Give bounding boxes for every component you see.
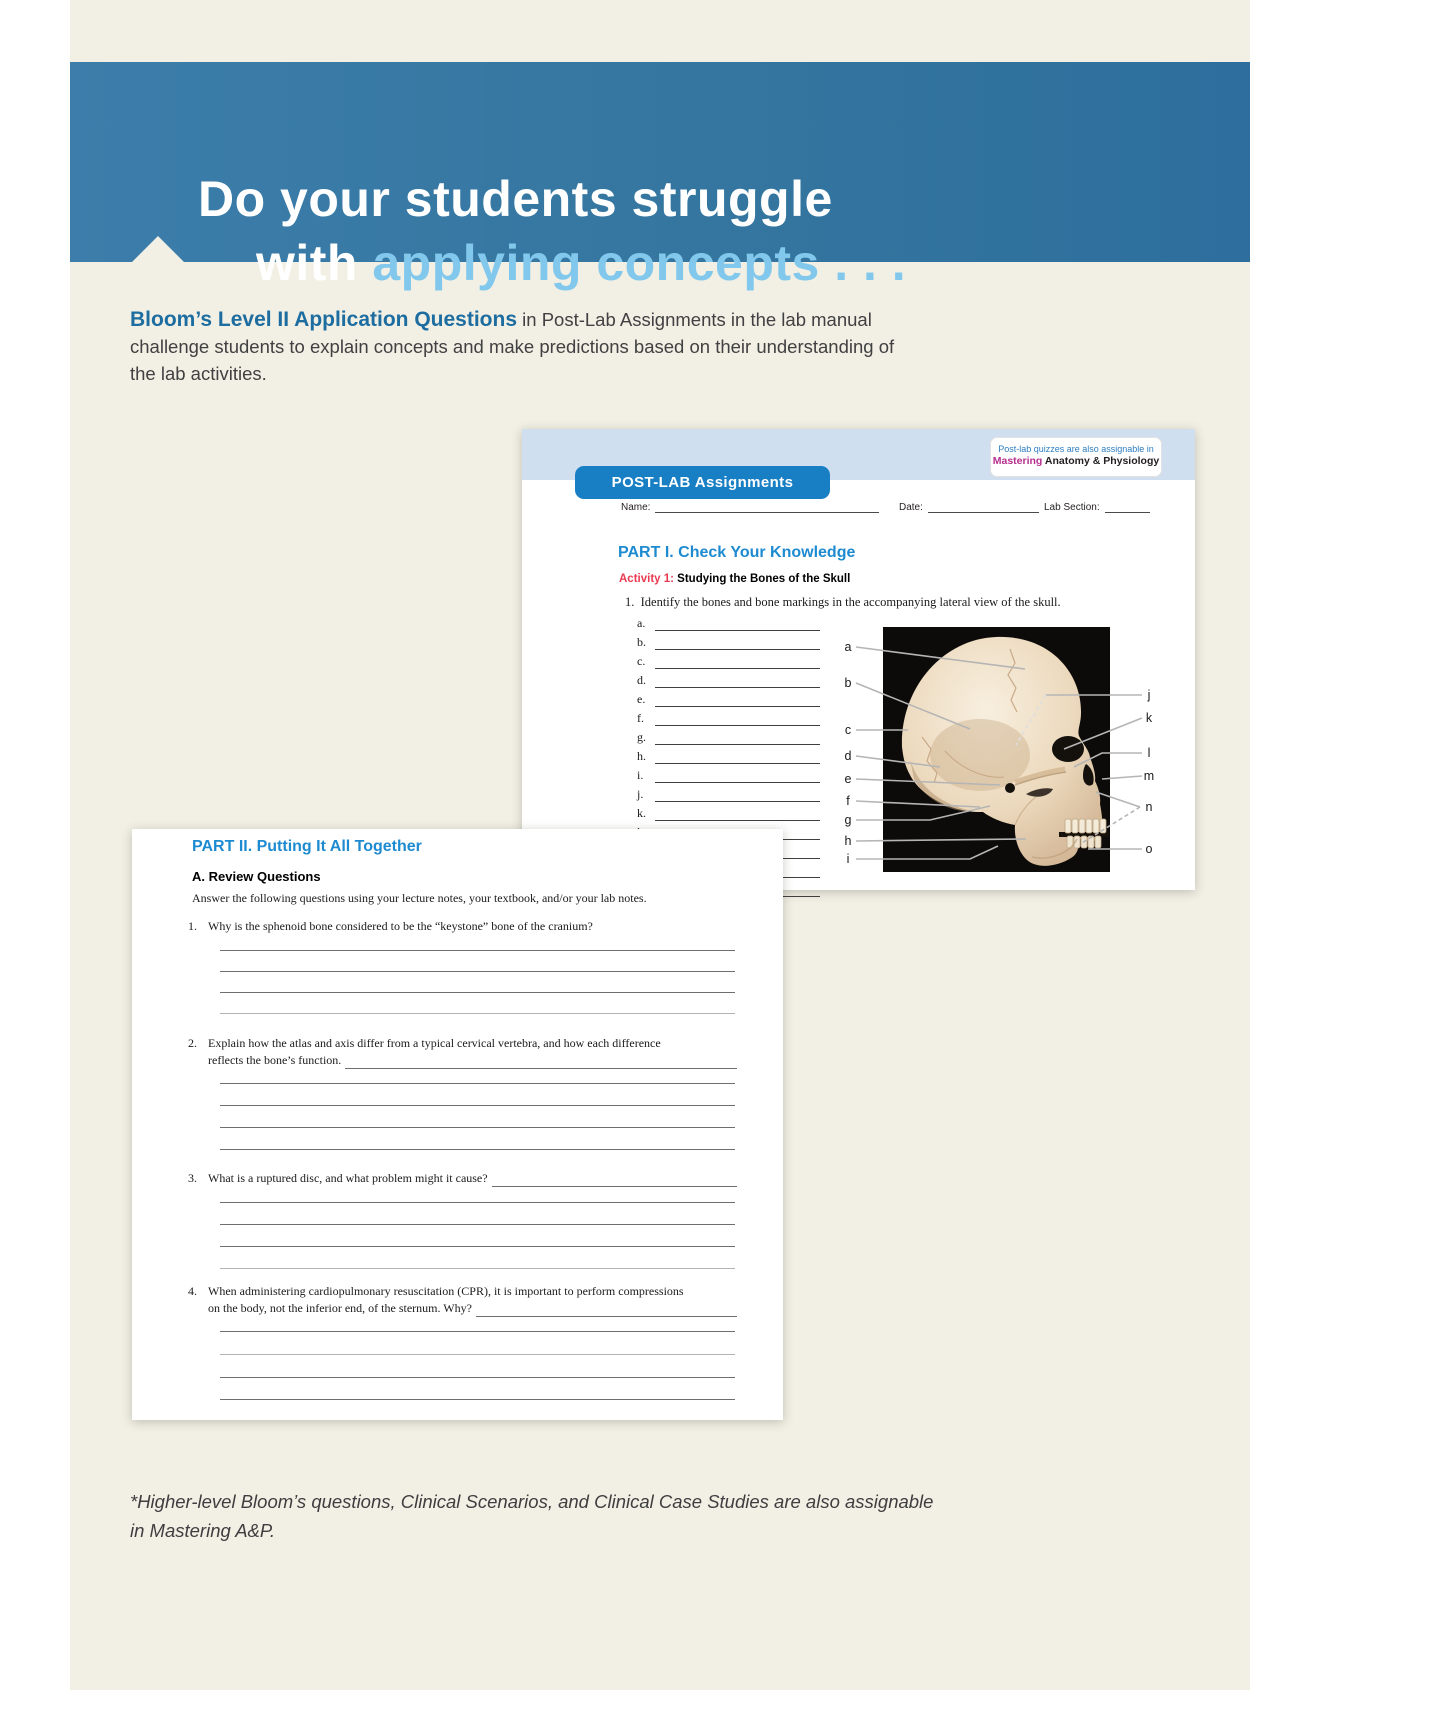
date-label: Date: [899, 502, 923, 513]
activity-label: Activity 1: [619, 573, 674, 585]
list-item-j: j. [637, 783, 820, 802]
skull-label-m: m [1143, 769, 1155, 783]
activity-heading [619, 573, 850, 585]
post-lab-assignments-page [522, 429, 1195, 890]
answer-line [492, 1173, 737, 1187]
answer-line [220, 1224, 735, 1225]
header-banner [70, 62, 1250, 291]
identify-question [625, 595, 1061, 610]
answer-line [220, 971, 735, 972]
skull-label-c: c [844, 723, 852, 737]
skull-label-n: n [1145, 800, 1153, 814]
badge-brand-line [991, 455, 1161, 468]
intro-line2: challenge students to explain concepts and make predictions based on their understanding of [130, 336, 895, 357]
question-4-text-line1: When administering cardiopulmonary resuscitation (CPR), it is important to perform compressions [208, 1284, 684, 1298]
date-field [899, 501, 1039, 513]
question-4-text-line2: on the body, not the inferior end, of the sternum. Why? [208, 1301, 472, 1315]
answer-line [655, 616, 820, 631]
skull-label-k: k [1145, 711, 1153, 725]
footnote-line2: in Mastering A&P. [130, 1520, 275, 1541]
name-label: Name: [621, 502, 651, 513]
activity-title: Studying the Bones of the Skull [673, 573, 851, 585]
date-line [928, 501, 1039, 513]
answer-line [220, 1013, 735, 1014]
answer-line [655, 768, 820, 783]
question-3-text: What is a ruptured disc, and what problem might it cause? [208, 1171, 488, 1185]
answer-line [220, 1246, 735, 1247]
answer-line [220, 950, 735, 951]
list-item-d: d. [637, 669, 820, 688]
banner-title-line1: Do your students struggle [198, 171, 833, 227]
list-item-c: c. [637, 650, 820, 669]
list-item-i: i. [637, 764, 820, 783]
question-2-text-line2: reflects the bone’s function. [208, 1053, 342, 1067]
skull-label-b: b [844, 676, 852, 690]
mastering-badge [990, 437, 1162, 477]
answer-line [220, 1202, 735, 1203]
answer-line [655, 635, 820, 650]
review-questions-heading: A. Review Questions [192, 869, 321, 884]
answer-line [655, 749, 820, 764]
list-item-h: h. [637, 745, 820, 764]
part1-heading: PART I. Check Your Knowledge [618, 544, 856, 561]
answer-line [220, 1331, 735, 1332]
answer-line [220, 1083, 735, 1084]
answer-line [655, 711, 820, 726]
answer-line [220, 1127, 735, 1128]
answer-line [655, 730, 820, 745]
part2-heading: PART II. Putting It All Together [192, 838, 422, 855]
skull-label-h: h [844, 834, 852, 848]
banner-notch-triangle [132, 236, 184, 262]
skull-label-e: e [844, 772, 852, 786]
name-field [621, 501, 879, 513]
intro-lead-bold: Bloom’s Level II Application Questions [130, 308, 518, 331]
lab-section-field [1044, 501, 1150, 513]
answer-line [220, 1105, 735, 1106]
instructions-text: Answer the following questions using your lecture notes, your textbook, and/or your lab notes. [192, 891, 647, 905]
answer-line [655, 787, 820, 802]
question-1: 1. Why is the sphenoid bone considered to be the “keystone” bone of the cranium? [188, 918, 737, 935]
lab-section-line [1105, 501, 1150, 513]
skull-label-d: d [844, 749, 852, 763]
post-lab-assignments-button: POST-LAB Assignments [575, 466, 830, 499]
footnote-line1: *Higher-level Bloom’s questions, Clinical Scenarios, and Clinical Case Studies are also assignable [130, 1491, 934, 1512]
answer-line [655, 654, 820, 669]
answer-line [655, 673, 820, 688]
lab-section-label: Lab Section: [1044, 502, 1100, 513]
mastering-brand: Mastering [992, 455, 1043, 467]
name-line [655, 501, 879, 513]
question-1-text: Why is the sphenoid bone considered to be the “keystone” bone of the cranium? [208, 919, 593, 933]
question-3: 3. What is a ruptured disc, and what problem might it cause? [188, 1170, 737, 1187]
skull-label-f: f [846, 794, 850, 808]
answer-line [220, 992, 735, 993]
list-item-b: b. [637, 631, 820, 650]
answer-line [345, 1055, 737, 1069]
banner-title-line2-white: with [256, 235, 358, 291]
list-item-k: k. [637, 802, 820, 821]
answer-line [220, 1377, 735, 1378]
skull-label-a: a [844, 640, 852, 654]
answer-line [655, 692, 820, 707]
identify-question-text: Identify the bones and bone markings in the accompanying lateral view of the skull. [640, 595, 1061, 609]
skull-label-o: o [1145, 842, 1153, 856]
list-item-f: f. [637, 707, 820, 726]
list-item-e: e. [637, 688, 820, 707]
answer-line [220, 1399, 735, 1400]
question-2: 2. Explain how the atlas and axis differ from a typical cervical vertebra, and how each difference reflects the bone’s function. [188, 1035, 737, 1069]
skull-label-j: j [1147, 688, 1151, 702]
badge-text: Post-lab quizzes are also assignable in [998, 444, 1154, 454]
badge-brand-rest: Anatomy & Physiology [1042, 455, 1160, 467]
part2-page [132, 829, 783, 1420]
answer-line [476, 1303, 737, 1317]
answer-line [220, 1268, 735, 1269]
list-item-g: g. [637, 726, 820, 745]
list-item-a: a. [637, 612, 820, 631]
intro-paragraph [130, 306, 990, 387]
answer-line [655, 806, 820, 821]
intro-line1-rest: in Post-Lab Assignments in the lab manual [517, 309, 872, 330]
answer-line [220, 1149, 735, 1150]
intro-line1 [130, 306, 990, 333]
banner-title-line2 [256, 234, 906, 292]
footnote [130, 1487, 1010, 1545]
skull-label-i: i [846, 852, 850, 866]
skull-label-l: l [1147, 746, 1151, 760]
question-2-text-line1: Explain how the atlas and axis differ from a typical cervical vertebra, and how each difference [208, 1036, 661, 1050]
question-4: 4. When administering cardiopulmonary resuscitation (CPR), it is important to perform compressions on the body, not the inferior end, of the sternum. Why? [188, 1283, 737, 1317]
banner-title-line2-accent: applying concepts . . . [357, 235, 907, 291]
identify-question-number: 1. [625, 595, 635, 609]
answer-line [220, 1354, 735, 1355]
skull-label-g: g [844, 813, 852, 827]
skull-lateral-figure [830, 627, 1195, 890]
intro-line3: the lab activities. [130, 363, 267, 384]
